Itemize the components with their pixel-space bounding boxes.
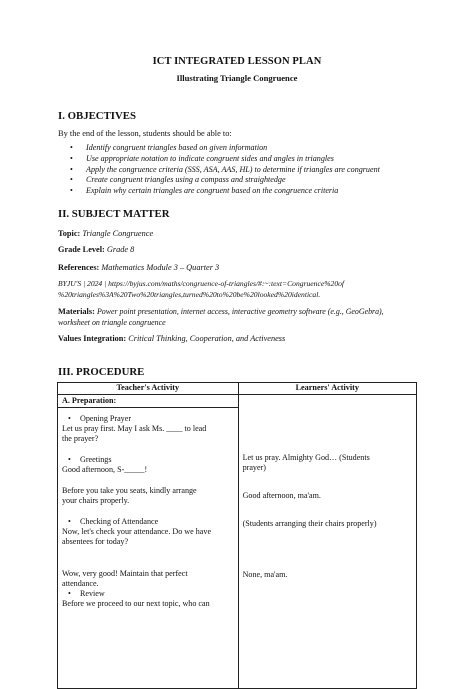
teacher-line: Before you take you seats, kindly arrange <box>62 486 197 495</box>
values-field <box>58 334 423 345</box>
materials-field <box>58 307 423 328</box>
materials-label: Materials: <box>58 307 95 316</box>
document-subtitle: Illustrating Triangle Congruence <box>176 73 298 83</box>
reference-source-line: %20triangles%3A%20Two%20triangles,turned%20to%20be%20looked%20identical. <box>58 289 321 299</box>
topic-field <box>58 229 423 240</box>
values-label: Values Integration: <box>58 334 127 343</box>
references-label: References: <box>58 263 100 272</box>
subject-matter-heading: II. SUBJECT MATTER <box>58 208 170 220</box>
learner-line: None, ma'am. <box>242 570 288 579</box>
objectives-heading: I. OBJECTIVES <box>58 110 137 122</box>
reference-source-line: BYJU'S | 2024 | https://byjus.com/maths/congruence-of-triangles/#:~:text=Congruence%20of <box>58 279 345 288</box>
teacher-line: Before we proceed to our next topic, who can <box>62 599 210 608</box>
opening-prayer-item: • Opening Prayer <box>80 414 131 424</box>
teacher-line: Now, let's check your attendance. Do we have <box>62 527 212 536</box>
objectives-list <box>70 143 380 197</box>
reference-source[interactable] <box>58 279 423 300</box>
table-header-row <box>58 383 417 395</box>
values-value: Critical Thinking, Cooperation, and Activeness <box>128 334 286 343</box>
preparation-label: A. Preparation: <box>58 395 239 408</box>
teacher-line: absentees for today? <box>62 537 129 546</box>
objective-item: • Apply the congruence criteria (SSS, ASA, AAS, HL) to determine if triangles are congruent <box>70 165 380 176</box>
references-field <box>58 263 423 274</box>
grade-value: Grade 8 <box>106 245 135 254</box>
topic-value: Triangle Congruence <box>82 229 154 238</box>
objective-item: • Use appropriate notation to indicate congruent sides and angles in triangles <box>70 154 380 165</box>
objectives-intro: By the end of the lesson, students should be able to: <box>58 129 232 138</box>
learner-line: Let us pray. Almighty God… (Students <box>242 453 370 462</box>
greetings-item: • Greetings <box>80 455 111 465</box>
grade-label: Grade Level: <box>58 245 105 254</box>
teacher-line: your chairs properly. <box>62 496 130 505</box>
teacher-activity-header: Teacher's Activity <box>58 383 239 395</box>
learner-activity-cell <box>238 395 416 689</box>
document-title: ICT INTEGRATED LESSON PLAN <box>152 56 322 67</box>
learner-line: Good afternoon, ma'am. <box>242 491 321 500</box>
references-value: Mathematics Module 3 – Quarter 3 <box>101 263 220 272</box>
materials-value: Power point presentation, internet access, interactive geometry software (e.g., GeoGebra), <box>96 307 384 316</box>
learner-line: (Students arranging their chairs properly) <box>242 519 377 528</box>
attendance-item: • Checking of Attendance <box>80 517 158 527</box>
teacher-activity-cell <box>58 408 239 689</box>
procedure-table <box>57 382 417 689</box>
objective-item: • Explain why certain triangles are congruent based on the congruence criteria <box>70 186 380 197</box>
teacher-line: attendance. <box>62 579 99 588</box>
review-item: • Review <box>80 589 105 599</box>
learner-line: prayer) <box>242 463 266 472</box>
teacher-line: Wow, very good! Maintain that perfect <box>62 569 188 578</box>
table-row <box>58 395 417 408</box>
grade-field <box>58 245 423 256</box>
procedure-heading: III. PROCEDURE <box>58 366 145 378</box>
objective-item: • Create congruent triangles using a compass and straightedge <box>70 175 380 186</box>
objective-item: • Identify congruent triangles based on given information <box>70 143 380 154</box>
topic-label: Topic: <box>58 229 81 238</box>
materials-value-cont: worksheet on triangle congruence <box>58 317 166 327</box>
teacher-line: Good afternoon, S-_____! <box>62 465 148 474</box>
learner-activity-header: Learners' Activity <box>238 383 416 395</box>
teacher-line: the prayer? <box>62 434 99 443</box>
teacher-line: Let us pray first. May I ask Ms. ____ to lead <box>62 424 207 433</box>
